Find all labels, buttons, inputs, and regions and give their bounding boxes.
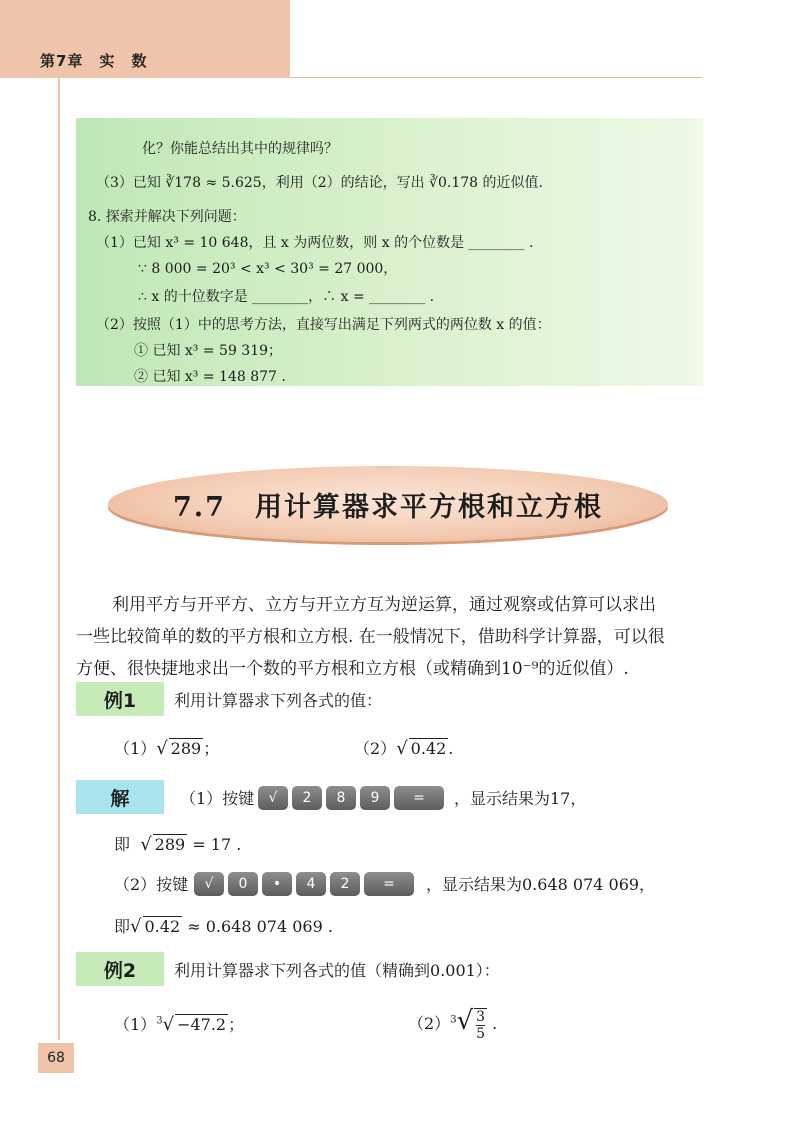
example2-problem-1: $(1)^3√ -47.2$ ； bbox=[114, 1014, 245, 1035]
intro-line: 利用平方与开平方、立方与开立方互为逆运算，通过观察或估算可以求出 bbox=[112, 595, 656, 615]
solution-keys-2 bbox=[194, 872, 414, 896]
page-number: 68 bbox=[38, 1043, 74, 1073]
example1-label: 例1 bbox=[76, 682, 164, 716]
solution-step-1-prefix: （1）按键 bbox=[180, 789, 255, 808]
digit-key: 4 bbox=[296, 872, 326, 896]
solution-step-2-suffix: ，显示结果为0.648 074 069， bbox=[426, 875, 656, 894]
exercise-line: 化？你能总结出其中的规律吗？ bbox=[142, 141, 338, 157]
example2-label: 例2 bbox=[76, 952, 164, 986]
radicand: −47.2 bbox=[177, 1015, 227, 1034]
example1-problem-1: （1）√ 289 ； bbox=[114, 738, 220, 759]
example1-description: 利用计算器求下列各式的值： bbox=[174, 691, 383, 710]
section-title: 7.7 用计算器求平方根和立方根 bbox=[173, 491, 603, 523]
example2-description: 利用计算器求下列各式的值（精确到0.001）： bbox=[174, 961, 500, 980]
solution-label: 解 bbox=[76, 780, 164, 814]
digit-key: 2 bbox=[292, 786, 322, 810]
solution-result-1: 即 √ 289 = 17 . bbox=[114, 834, 242, 855]
solution-keys-1 bbox=[258, 786, 444, 810]
example2-problem-2: $(2)^3√$ $\frac{3}{5}$ . bbox=[408, 1006, 498, 1042]
margin-line bbox=[58, 78, 60, 1040]
exercise-line: ② 已知 x³ = 148 877 . bbox=[134, 369, 286, 385]
intro-line: 一些比较简单的数的平方根和立方根. 在一般情况下，借助科学计算器，可以很 bbox=[76, 627, 665, 647]
radicand: 0.42 bbox=[144, 917, 181, 936]
digit-key: 8 bbox=[326, 786, 356, 810]
exercise-line: 8. 探索并解决下列问题： bbox=[88, 209, 246, 225]
intro-line: 方便、很快捷地求出一个数的平方根和立方根（或精确到10⁻⁹的近似值）. bbox=[76, 659, 629, 679]
digit-key: 0 bbox=[228, 872, 258, 896]
sqrt-key: √ bbox=[258, 786, 288, 810]
exercise-line: ∵ 8 000 = 20³ < x³ < 30³ = 27 000， bbox=[138, 261, 398, 277]
example1-problem-2: （2）√ 0.42 . bbox=[354, 738, 454, 759]
digit-key: 9 bbox=[360, 786, 390, 810]
decimal-point-key: • bbox=[262, 872, 292, 896]
exercise-line: （2）按照（1）中的思考方法，直接写出满足下列两式的两位数 x 的值： bbox=[96, 317, 551, 333]
fraction: $\frac{3}{5}$ bbox=[476, 1008, 486, 1042]
exercise-line: （1）已知 x³ = 10 648，且 x 为两位数，则 x 的个位数是 ________ . bbox=[96, 235, 534, 251]
exercise-line: （3）已知 ∛178 ≈ 5.625，利用（2）的结论，写出 ∛0.178 的近似值. bbox=[96, 175, 543, 191]
equals-key: = bbox=[364, 872, 414, 896]
exercise-line: ① 已知 x³ = 59 319； bbox=[134, 343, 283, 359]
radicand: 0.42 bbox=[410, 739, 447, 758]
equals-key: = bbox=[394, 786, 444, 810]
chapter-label: 第7章 实 数 bbox=[40, 52, 148, 70]
solution-step-1-suffix: ，显示结果为17， bbox=[454, 789, 587, 808]
exercise-line: ∴ x 的十位数字是 ________，∴ x = ________ . bbox=[138, 289, 435, 305]
radicand: 289 bbox=[170, 739, 202, 758]
solution-step-2-prefix: （2）按键 bbox=[114, 875, 189, 894]
sqrt-key: √ bbox=[194, 872, 224, 896]
digit-key: 2 bbox=[330, 872, 360, 896]
header-rule bbox=[290, 77, 702, 78]
radicand: 289 bbox=[154, 835, 186, 854]
solution-result-2: 即√ 0.42 ≈ 0.648 074 069 . bbox=[114, 916, 333, 937]
